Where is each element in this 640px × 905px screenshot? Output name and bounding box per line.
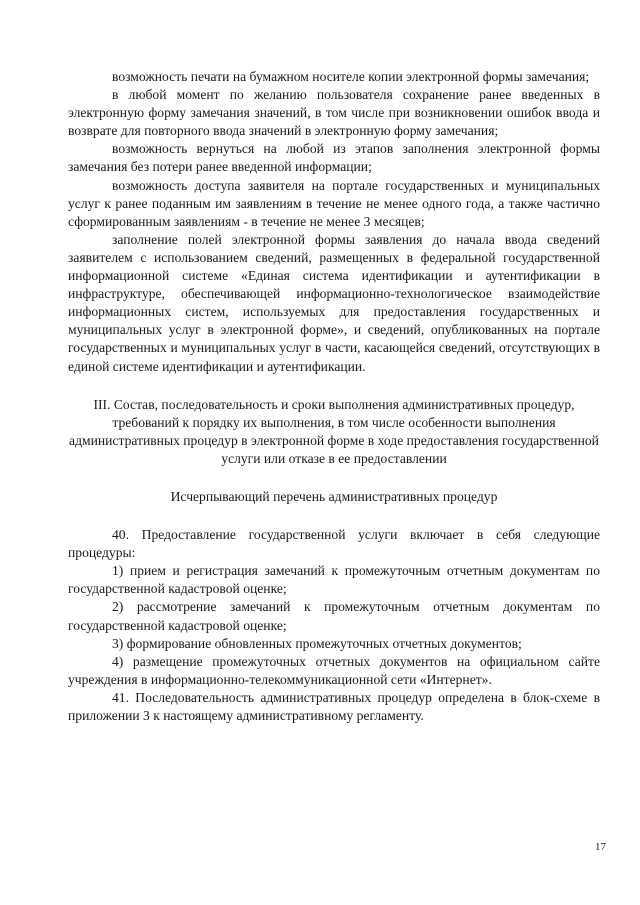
paragraph-return-to-stage: возможность вернуться на любой из этапов заполнения электронной формы замечания без потери ранее введенной информации;	[68, 141, 600, 175]
paragraph-41: 41. Последовательность административных процедур определена в блок-схеме в приложении 3 к настоящему административному регламенту.	[68, 689, 600, 723]
subheading: Исчерпывающий перечень административных процедур	[170, 488, 498, 504]
list-item-3: 3) формирование обновленных промежуточных отчетных документов;	[112, 635, 522, 651]
list-item-2: 2) рассмотрение замечаний к промежуточным отчетным документам по государственной кадастровой оценке;	[68, 599, 600, 633]
section-heading: III. Состав, последовательность и сроки выполнения административных процедур, требований к порядку их выполнения, в том числе особенности выполнения административных процедур в электронной форме в ходе предоставления государственной услуги или отказе в ее предоставлении	[69, 396, 599, 466]
page-number: 17	[595, 841, 606, 853]
paragraph-save-values: в любой момент по желанию пользователя сохранение ранее введенных в электронную форму замечания значений, в том числе при возникновении ошибок ввода и возврате для повторного ввода значений в электронную форму замечания;	[68, 87, 600, 139]
paragraph-prefill-fields: заполнение полей электронной формы заявления до начала ввода сведений заявителем с использованием сведений, размещенных в федеральной государственной информационной системе «Единая система идентификации и аутентификации в инфраструктуре, обеспечивающей информационно-технологическое взаимодействие информационных систем, используемых для предоставления государственных и муниципальных услуг в электронной форме», и сведений, опубликованных на портале государственных и муниципальных услуг в части, касающейся сведений, отсутствующих в единой системе идентификации и аутентификации.	[68, 231, 600, 374]
paragraph-40: 40. Предоставление государственной услуги включает в себя следующие процедуры:	[68, 527, 600, 561]
list-item-4: 4) размещение промежуточных отчетных документов на официальном сайте учреждения в информационно-телекоммуникационной сети «Интернет».	[68, 653, 600, 687]
paragraph-access-applications: возможность доступа заявителя на портале государственных и муниципальных услуг к ранее поданным им заявлениям в течение не менее одного года, а также частично сформированным заявлениям - в течение не менее 3 месяцев;	[68, 177, 600, 229]
paragraph-print-copy: возможность печати на бумажном носителе копии электронной формы замечания;	[112, 69, 590, 84]
list-item-1: 1) прием и регистрация замечаний к промежуточным отчетным документам по государственной кадастровой оценке;	[68, 563, 600, 597]
